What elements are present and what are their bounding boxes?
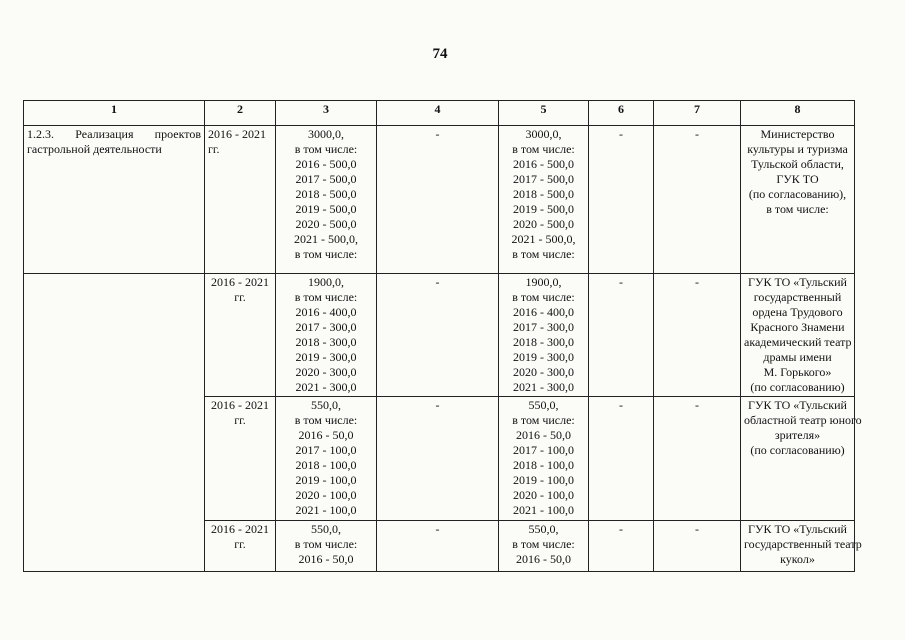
header-cell: 2 <box>205 101 276 126</box>
table-row <box>24 274 855 397</box>
total-funding-cell <box>276 521 377 572</box>
cell-line: в том числе: <box>512 537 575 551</box>
header-cell: 7 <box>654 101 741 126</box>
cell-line: 2018 - 100,0 <box>295 458 357 472</box>
executor-cell <box>741 126 855 274</box>
task-name-line: гастрольной деятельности <box>27 142 162 156</box>
cell-line: государственный <box>753 290 842 304</box>
task-cell <box>24 126 205 274</box>
regional-funding-cell <box>499 397 589 521</box>
cell-line: 1900,0, <box>525 275 562 289</box>
cell-line: 2018 - 500,0 <box>513 187 574 201</box>
cell-line: 2016 - 50,0 <box>516 552 571 566</box>
cell-line: 2016 - 50,0 <box>298 552 354 566</box>
cell-line: 2021 - 500,0, <box>511 232 576 246</box>
executor-cell <box>741 397 862 521</box>
cell-line: 2016 - 500,0 <box>295 157 357 171</box>
cell-line: в том числе: <box>294 413 358 427</box>
cell-line: М. Горького» <box>763 365 832 379</box>
cell-line: 2016 - 50,0 <box>298 428 354 442</box>
table-row <box>24 126 855 274</box>
cell-line: академический театр <box>744 335 852 349</box>
cell-line: ГУК ТО «Тульский <box>748 522 847 536</box>
total-funding-cell <box>276 274 377 397</box>
period-text: гг. <box>234 537 246 551</box>
cell-line: 2021 - 100,0 <box>295 503 357 517</box>
cell-line: 2017 - 300,0 <box>295 320 357 334</box>
cell-line: в том числе: <box>512 247 575 261</box>
task-name-line: 1.2.3. Реализация проектов <box>27 127 201 141</box>
period-text: 2016 - 2021 <box>211 398 269 412</box>
funding-col7-cell: - <box>654 126 741 274</box>
cell-line: 2017 - 100,0 <box>513 443 574 457</box>
funding-col6-cell: - <box>589 126 654 274</box>
funding-col6-cell: - <box>589 521 654 572</box>
cell-line: 2016 - 400,0 <box>513 305 574 319</box>
program-table <box>23 100 862 572</box>
regional-funding-cell <box>499 274 589 397</box>
period-text: гг. <box>234 413 246 427</box>
cell-line: 2020 - 300,0 <box>295 365 357 379</box>
cell-line: (по согласованию), <box>748 187 847 201</box>
cell-line: 2020 - 300,0 <box>513 365 574 379</box>
cell-line: в том числе: <box>294 290 358 304</box>
cell-line: 550,0, <box>528 398 559 412</box>
cell-line: Тульской области, <box>751 157 844 171</box>
cell-line: в том числе: <box>766 202 829 216</box>
cell-line: 2018 - 500,0 <box>295 187 357 201</box>
cell-line: 2019 - 500,0 <box>295 202 357 216</box>
cell-line: 1900,0, <box>308 275 344 289</box>
regional-funding-cell <box>499 126 589 274</box>
cell-line: 2020 - 100,0 <box>513 488 574 502</box>
cell-line: 2016 - 400,0 <box>295 305 357 319</box>
cell-line: 550,0, <box>311 398 341 412</box>
cell-line: 2019 - 100,0 <box>295 473 357 487</box>
cell-line: в том числе: <box>294 142 358 156</box>
cell-line: 2017 - 300,0 <box>513 320 574 334</box>
funding-col7-cell: - <box>654 521 741 572</box>
cell-line: ГУК ТО <box>776 172 819 186</box>
period-text: 2016 - 2021 <box>208 127 266 141</box>
header-cell: 1 <box>24 101 205 126</box>
cell-line: 2018 - 300,0 <box>513 335 574 349</box>
cell-line: 2018 - 300,0 <box>295 335 357 349</box>
cell-line: драмы имени <box>763 350 832 364</box>
funding-col7-cell: - <box>654 274 741 397</box>
page-number: 74 <box>432 46 448 62</box>
cell-line: в том числе: <box>512 142 575 156</box>
cell-line: в том числе: <box>294 537 358 551</box>
cell-line: (по согласованию) <box>750 380 845 394</box>
cell-line: 2021 - 500,0, <box>294 232 358 246</box>
period-cell <box>205 126 276 274</box>
header-cell: 6 <box>589 101 654 126</box>
header-cell: 3 <box>276 101 377 126</box>
funding-col4-cell: - <box>377 521 499 572</box>
cell-line: 2016 - 500,0 <box>513 157 574 171</box>
task-cell-empty <box>24 274 205 572</box>
cell-line: ГУК ТО «Тульский <box>748 275 847 289</box>
cell-line: 2017 - 500,0 <box>295 172 357 186</box>
cell-line: ГУК ТО «Тульский <box>748 398 847 412</box>
total-funding-cell <box>276 126 377 274</box>
cell-line: зрителя» <box>774 428 821 442</box>
cell-line: 2018 - 100,0 <box>513 458 574 472</box>
period-text: 2016 - 2021 <box>211 522 269 536</box>
header-cell: 8 <box>741 101 855 126</box>
period-cell <box>205 521 276 572</box>
period-text: гг. <box>234 290 246 304</box>
cell-line: 2019 - 300,0 <box>295 350 357 364</box>
cell-line: в том числе: <box>294 247 358 261</box>
regional-funding-cell <box>499 521 589 572</box>
cell-line: 3000,0, <box>308 127 344 141</box>
cell-line: Министерство <box>760 127 835 141</box>
cell-line: 2019 - 500,0 <box>513 202 574 216</box>
cell-line: 2020 - 100,0 <box>295 488 357 502</box>
funding-col6-cell: - <box>589 274 654 397</box>
cell-line: областной театр юного <box>744 413 862 427</box>
funding-col4-cell: - <box>377 397 499 521</box>
funding-col7-cell: - <box>654 397 741 521</box>
cell-line: культуры и туризма <box>747 142 848 156</box>
cell-line: 2020 - 500,0 <box>513 217 574 231</box>
cell-line: 2021 - 300,0 <box>295 380 357 394</box>
cell-line: Красного Знамени <box>750 320 845 334</box>
funding-col6-cell: - <box>589 397 654 521</box>
period-text: гг. <box>208 142 220 156</box>
cell-line: 550,0, <box>528 522 559 536</box>
cell-line: 2021 - 100,0 <box>513 503 574 517</box>
cell-line: 2016 - 50,0 <box>516 428 571 442</box>
total-funding-cell <box>276 397 377 521</box>
period-cell <box>205 397 276 521</box>
cell-line: 2017 - 500,0 <box>513 172 574 186</box>
cell-line: (по согласованию) <box>750 443 845 457</box>
cell-line: кукол» <box>780 552 815 566</box>
cell-line: 2019 - 300,0 <box>513 350 574 364</box>
period-text: 2016 - 2021 <box>211 275 269 289</box>
executor-cell <box>741 521 862 572</box>
cell-line: ордена Трудового <box>752 305 843 319</box>
funding-col4-cell: - <box>377 126 499 274</box>
executor-cell <box>741 274 855 397</box>
header-row <box>24 101 855 126</box>
header-cell: 4 <box>377 101 499 126</box>
cell-line: в том числе: <box>512 413 575 427</box>
header-cell: 5 <box>499 101 589 126</box>
cell-line: 550,0, <box>311 522 341 536</box>
cell-line: 3000,0, <box>525 127 562 141</box>
period-cell <box>205 274 276 397</box>
cell-line: в том числе: <box>512 290 575 304</box>
cell-line: 2020 - 500,0 <box>295 217 357 231</box>
funding-col4-cell: - <box>377 274 499 397</box>
cell-line: 2019 - 100,0 <box>513 473 574 487</box>
cell-line: 2021 - 300,0 <box>513 380 574 394</box>
cell-line: 2017 - 100,0 <box>295 443 357 457</box>
cell-line: государственный театр <box>744 537 862 551</box>
